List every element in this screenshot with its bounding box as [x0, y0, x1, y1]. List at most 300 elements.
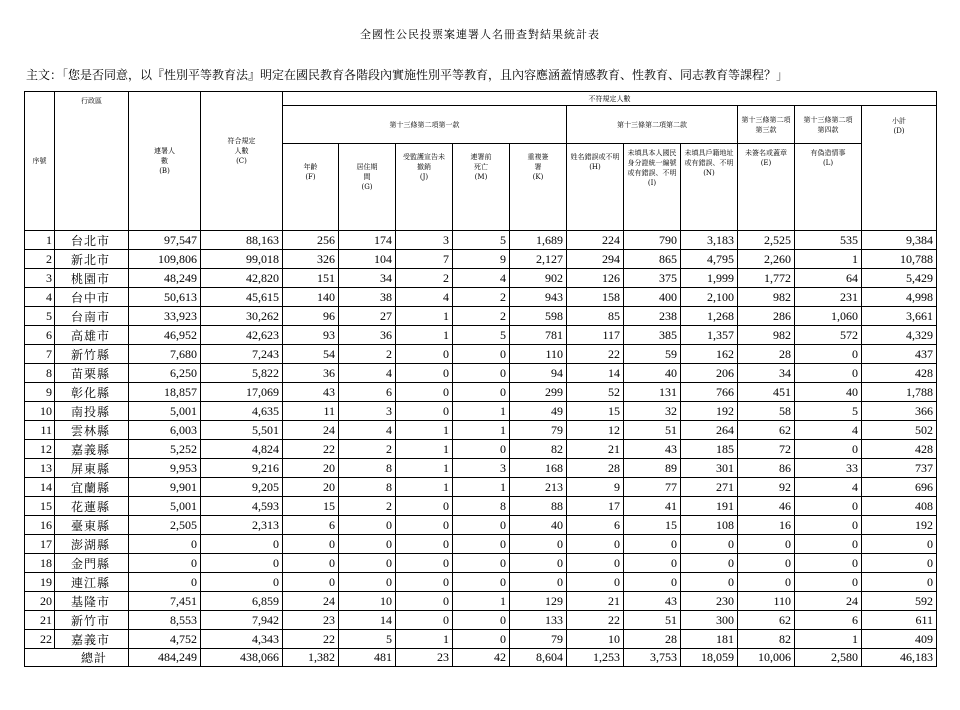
row-forged: 1 — [795, 630, 862, 649]
row-deceased: 0 — [453, 383, 510, 402]
row-name-error: 22 — [567, 345, 624, 364]
header-invalid-group: 不符規定人數 — [283, 92, 937, 106]
header-duplicate-code: (K) — [532, 173, 544, 181]
row-qualified: 4,343 — [201, 630, 283, 649]
row-forged: 535 — [795, 231, 862, 250]
table-row — [25, 440, 937, 459]
row-subtotal: 9,384 — [862, 231, 937, 250]
table-body — [25, 231, 937, 667]
row-subtotal: 366 — [862, 402, 937, 421]
row-id-error: 43 — [624, 440, 681, 459]
table-row — [25, 307, 937, 326]
row-qualified: 4,635 — [201, 402, 283, 421]
row-guardianship: 1 — [396, 440, 453, 459]
row-name-error: 294 — [567, 250, 624, 269]
row-address-error: 162 — [681, 345, 738, 364]
header-qualified — [201, 92, 283, 231]
header-unsigned-label: 未簽名或蓋章 — [745, 149, 787, 157]
row-name-error: 0 — [567, 573, 624, 592]
header-deceased-label: 連署前死亡 — [470, 153, 492, 171]
row-forged: 0 — [795, 554, 862, 573]
row-name-error: 6 — [567, 516, 624, 535]
row-deceased: 3 — [453, 459, 510, 478]
row-qualified: 0 — [201, 535, 283, 554]
row-age: 151 — [283, 269, 339, 288]
row-address-error: 185 — [681, 440, 738, 459]
row-residence: 27 — [339, 307, 396, 326]
row-signed: 33,923 — [129, 307, 201, 326]
row-name-error: 0 — [567, 535, 624, 554]
row-subtotal: 592 — [862, 592, 937, 611]
row-id-error: 43 — [624, 592, 681, 611]
row-address-error: 2,100 — [681, 288, 738, 307]
row-guardianship: 0 — [396, 402, 453, 421]
row-guardianship: 1 — [396, 326, 453, 345]
table-row — [25, 611, 937, 630]
row-age: 11 — [283, 402, 339, 421]
row-district: 臺東縣 — [55, 516, 129, 535]
row-qualified: 2,313 — [201, 516, 283, 535]
header-address-error-code: (N) — [703, 169, 715, 177]
row-address-error: 1,268 — [681, 307, 738, 326]
row-qualified: 30,262 — [201, 307, 283, 326]
row-id-error: 89 — [624, 459, 681, 478]
row-guardianship: 0 — [396, 535, 453, 554]
row-forged: 231 — [795, 288, 862, 307]
row-district: 宜蘭縣 — [55, 478, 129, 497]
row-signed: 0 — [129, 535, 201, 554]
total-row — [25, 649, 937, 667]
row-id-error: 59 — [624, 345, 681, 364]
header-age — [283, 144, 339, 231]
row-qualified: 17,069 — [201, 383, 283, 402]
total-subtotal: 46,183 — [862, 649, 937, 667]
row-name-error: 12 — [567, 421, 624, 440]
row-address-error: 192 — [681, 402, 738, 421]
row-district: 新竹市 — [55, 611, 129, 630]
header-clause-1: 第十三條第二項第一款 — [283, 106, 567, 144]
row-duplicate: 943 — [510, 288, 567, 307]
row-duplicate: 129 — [510, 592, 567, 611]
row-deceased: 0 — [453, 535, 510, 554]
row-age: 96 — [283, 307, 339, 326]
row-id-error: 790 — [624, 231, 681, 250]
row-qualified: 4,593 — [201, 497, 283, 516]
row-deceased: 2 — [453, 307, 510, 326]
total-address-error: 18,059 — [681, 649, 738, 667]
row-duplicate: 0 — [510, 554, 567, 573]
row-guardianship: 0 — [396, 497, 453, 516]
row-deceased: 0 — [453, 345, 510, 364]
header-name-error — [567, 144, 624, 231]
row-unsigned: 0 — [738, 535, 795, 554]
row-qualified: 6,859 — [201, 592, 283, 611]
table-row — [25, 554, 937, 573]
referendum-subject: 主文：「您是否同意，以『性別平等教育法』明定在國民教育各階段內實施性別平等教育，且內容應涵蓋情感教育、性教育、同志教育等課程？」 — [26, 68, 789, 82]
row-guardianship: 1 — [396, 630, 453, 649]
row-signed: 48,249 — [129, 269, 201, 288]
row-residence: 2 — [339, 345, 396, 364]
row-duplicate: 213 — [510, 478, 567, 497]
row-seq: 13 — [25, 459, 55, 478]
row-seq: 2 — [25, 250, 55, 269]
row-name-error: 117 — [567, 326, 624, 345]
row-unsigned: 82 — [738, 630, 795, 649]
row-name-error: 21 — [567, 592, 624, 611]
row-duplicate: 40 — [510, 516, 567, 535]
header-id-error-label: 未填具本人國民身分證統一編號或有錯誤、不明 — [627, 149, 677, 177]
row-unsigned: 62 — [738, 421, 795, 440]
row-signed: 97,547 — [129, 231, 201, 250]
row-residence: 2 — [339, 440, 396, 459]
header-forged — [795, 144, 862, 231]
row-subtotal: 737 — [862, 459, 937, 478]
row-signed: 5,001 — [129, 402, 201, 421]
row-address-error: 271 — [681, 478, 738, 497]
row-deceased: 9 — [453, 250, 510, 269]
row-name-error: 28 — [567, 459, 624, 478]
header-seq: 序號 — [25, 92, 55, 231]
row-deceased: 1 — [453, 592, 510, 611]
header-unsigned — [738, 144, 795, 231]
row-forged: 0 — [795, 345, 862, 364]
row-residence: 0 — [339, 573, 396, 592]
row-qualified: 0 — [201, 554, 283, 573]
row-deceased: 5 — [453, 231, 510, 250]
row-deceased: 0 — [453, 440, 510, 459]
row-unsigned: 0 — [738, 554, 795, 573]
total-signed: 484,249 — [129, 649, 201, 667]
header-clause-3 — [738, 106, 795, 144]
row-forged: 6 — [795, 611, 862, 630]
row-guardianship: 1 — [396, 478, 453, 497]
row-id-error: 131 — [624, 383, 681, 402]
row-name-error: 9 — [567, 478, 624, 497]
row-id-error: 51 — [624, 611, 681, 630]
row-subtotal: 428 — [862, 364, 937, 383]
row-seq: 18 — [25, 554, 55, 573]
header-guardianship — [396, 144, 453, 231]
row-unsigned: 46 — [738, 497, 795, 516]
total-age: 1,382 — [283, 649, 339, 667]
header-subtotal-code: (D) — [893, 127, 905, 135]
row-signed: 7,680 — [129, 345, 201, 364]
row-duplicate: 94 — [510, 364, 567, 383]
row-name-error: 126 — [567, 269, 624, 288]
row-duplicate: 110 — [510, 345, 567, 364]
row-seq: 17 — [25, 535, 55, 554]
row-guardianship: 1 — [396, 421, 453, 440]
header-signed — [129, 92, 201, 231]
row-guardianship: 7 — [396, 250, 453, 269]
row-id-error: 375 — [624, 269, 681, 288]
row-seq: 22 — [25, 630, 55, 649]
row-duplicate: 2,127 — [510, 250, 567, 269]
row-residence: 8 — [339, 459, 396, 478]
row-deceased: 5 — [453, 326, 510, 345]
row-duplicate: 0 — [510, 573, 567, 592]
row-age: 20 — [283, 478, 339, 497]
table-row — [25, 364, 937, 383]
row-seq: 11 — [25, 421, 55, 440]
row-seq: 7 — [25, 345, 55, 364]
row-subtotal: 192 — [862, 516, 937, 535]
row-duplicate: 598 — [510, 307, 567, 326]
row-deceased: 0 — [453, 364, 510, 383]
row-district: 屏東縣 — [55, 459, 129, 478]
row-unsigned: 72 — [738, 440, 795, 459]
row-address-error: 0 — [681, 554, 738, 573]
row-unsigned: 28 — [738, 345, 795, 364]
row-signed: 18,857 — [129, 383, 201, 402]
row-qualified: 7,243 — [201, 345, 283, 364]
row-unsigned: 92 — [738, 478, 795, 497]
header-clause-4-label: 第十三條第二項第四款 — [803, 115, 853, 134]
row-age: 54 — [283, 345, 339, 364]
row-subtotal: 1,788 — [862, 383, 937, 402]
row-guardianship: 1 — [396, 307, 453, 326]
row-guardianship: 0 — [396, 345, 453, 364]
row-deceased: 0 — [453, 516, 510, 535]
row-name-error: 10 — [567, 630, 624, 649]
row-forged: 24 — [795, 592, 862, 611]
row-id-error: 385 — [624, 326, 681, 345]
header-deceased-code: (M) — [474, 173, 488, 181]
row-signed: 0 — [129, 573, 201, 592]
row-subtotal: 502 — [862, 421, 937, 440]
row-forged: 572 — [795, 326, 862, 345]
row-residence: 34 — [339, 269, 396, 288]
row-qualified: 5,822 — [201, 364, 283, 383]
header-residence — [339, 144, 396, 231]
row-address-error: 230 — [681, 592, 738, 611]
row-signed: 6,003 — [129, 421, 201, 440]
table-row — [25, 535, 937, 554]
row-unsigned: 982 — [738, 326, 795, 345]
row-qualified: 4,824 — [201, 440, 283, 459]
row-residence: 4 — [339, 421, 396, 440]
row-subtotal: 408 — [862, 497, 937, 516]
row-signed: 4,752 — [129, 630, 201, 649]
row-unsigned: 86 — [738, 459, 795, 478]
row-guardianship: 0 — [396, 611, 453, 630]
row-subtotal: 437 — [862, 345, 937, 364]
row-subtotal: 10,788 — [862, 250, 937, 269]
row-signed: 8,553 — [129, 611, 201, 630]
row-subtotal: 0 — [862, 535, 937, 554]
row-address-error: 206 — [681, 364, 738, 383]
row-seq: 4 — [25, 288, 55, 307]
total-unsigned: 10,006 — [738, 649, 795, 667]
row-signed: 5,001 — [129, 497, 201, 516]
row-forged: 0 — [795, 535, 862, 554]
header-name-error-code: (H) — [589, 163, 601, 171]
row-name-error: 22 — [567, 611, 624, 630]
row-district: 台南市 — [55, 307, 129, 326]
row-address-error: 766 — [681, 383, 738, 402]
header-residence-code: (G) — [361, 183, 373, 191]
row-address-error: 3,183 — [681, 231, 738, 250]
row-residence: 5 — [339, 630, 396, 649]
row-district: 嘉義市 — [55, 630, 129, 649]
header-clause-2: 第十三條第二項第二款 — [567, 106, 738, 144]
row-unsigned: 2,525 — [738, 231, 795, 250]
row-unsigned: 16 — [738, 516, 795, 535]
header-district: 行政區 — [55, 92, 129, 231]
row-unsigned: 451 — [738, 383, 795, 402]
row-unsigned: 1,772 — [738, 269, 795, 288]
row-seq: 1 — [25, 231, 55, 250]
row-id-error: 51 — [624, 421, 681, 440]
row-name-error: 0 — [567, 554, 624, 573]
row-address-error: 1,999 — [681, 269, 738, 288]
row-address-error: 0 — [681, 573, 738, 592]
table-row — [25, 402, 937, 421]
row-seq: 15 — [25, 497, 55, 516]
row-unsigned: 110 — [738, 592, 795, 611]
row-forged: 0 — [795, 440, 862, 459]
row-qualified: 5,501 — [201, 421, 283, 440]
row-seq: 3 — [25, 269, 55, 288]
row-guardianship: 4 — [396, 288, 453, 307]
row-address-error: 264 — [681, 421, 738, 440]
row-signed: 50,613 — [129, 288, 201, 307]
row-district: 新北市 — [55, 250, 129, 269]
row-duplicate: 133 — [510, 611, 567, 630]
row-name-error: 224 — [567, 231, 624, 250]
header-signed-label: 連署人數 — [154, 147, 175, 165]
row-deceased: 1 — [453, 421, 510, 440]
row-unsigned: 982 — [738, 288, 795, 307]
row-seq: 21 — [25, 611, 55, 630]
total-guardianship: 23 — [396, 649, 453, 667]
row-residence: 0 — [339, 516, 396, 535]
row-qualified: 7,942 — [201, 611, 283, 630]
row-residence: 6 — [339, 383, 396, 402]
row-forged: 0 — [795, 364, 862, 383]
table-row — [25, 383, 937, 402]
row-forged: 4 — [795, 478, 862, 497]
row-subtotal: 428 — [862, 440, 937, 459]
row-deceased: 8 — [453, 497, 510, 516]
row-qualified: 9,205 — [201, 478, 283, 497]
table-row — [25, 516, 937, 535]
row-signed: 46,952 — [129, 326, 201, 345]
row-deceased: 1 — [453, 478, 510, 497]
row-subtotal: 5,429 — [862, 269, 937, 288]
row-age: 0 — [283, 573, 339, 592]
row-district: 嘉義縣 — [55, 440, 129, 459]
row-district: 金門縣 — [55, 554, 129, 573]
row-district: 高雄市 — [55, 326, 129, 345]
row-id-error: 865 — [624, 250, 681, 269]
table-row — [25, 288, 937, 307]
row-qualified: 0 — [201, 573, 283, 592]
row-age: 22 — [283, 440, 339, 459]
header-address-error-label: 未填具戶籍地址或有錯誤、不明 — [684, 149, 734, 167]
row-seq: 16 — [25, 516, 55, 535]
row-unsigned: 58 — [738, 402, 795, 421]
total-qualified: 438,066 — [201, 649, 283, 667]
row-district: 桃園市 — [55, 269, 129, 288]
row-residence: 104 — [339, 250, 396, 269]
row-guardianship: 3 — [396, 231, 453, 250]
row-duplicate: 299 — [510, 383, 567, 402]
header-signed-code: (B) — [159, 167, 170, 175]
row-seq: 19 — [25, 573, 55, 592]
row-residence: 38 — [339, 288, 396, 307]
row-age: 24 — [283, 421, 339, 440]
row-deceased: 0 — [453, 630, 510, 649]
header-forged-label: 有偽造情事 — [810, 149, 846, 157]
header-unsigned-code: (E) — [760, 159, 772, 167]
row-address-error: 1,357 — [681, 326, 738, 345]
row-residence: 3 — [339, 402, 396, 421]
row-residence: 174 — [339, 231, 396, 250]
row-id-error: 400 — [624, 288, 681, 307]
row-name-error: 21 — [567, 440, 624, 459]
row-address-error: 181 — [681, 630, 738, 649]
row-district: 花蓮縣 — [55, 497, 129, 516]
row-signed: 6,250 — [129, 364, 201, 383]
table-row — [25, 345, 937, 364]
header-qualified-code: (C) — [236, 157, 247, 165]
table-row — [25, 573, 937, 592]
row-subtotal: 0 — [862, 573, 937, 592]
row-unsigned: 286 — [738, 307, 795, 326]
row-residence: 0 — [339, 554, 396, 573]
row-address-error: 300 — [681, 611, 738, 630]
row-unsigned: 0 — [738, 573, 795, 592]
row-district: 雲林縣 — [55, 421, 129, 440]
row-district: 南投縣 — [55, 402, 129, 421]
row-qualified: 42,623 — [201, 326, 283, 345]
row-forged: 4 — [795, 421, 862, 440]
row-guardianship: 0 — [396, 383, 453, 402]
row-name-error: 17 — [567, 497, 624, 516]
row-guardianship: 0 — [396, 554, 453, 573]
row-subtotal: 611 — [862, 611, 937, 630]
total-id-error: 3,753 — [624, 649, 681, 667]
row-duplicate: 902 — [510, 269, 567, 288]
header-id-error-code: (I) — [647, 179, 657, 187]
total-label: 總計 — [25, 649, 129, 667]
row-district: 彰化縣 — [55, 383, 129, 402]
row-seq: 8 — [25, 364, 55, 383]
row-forged: 0 — [795, 573, 862, 592]
row-id-error: 28 — [624, 630, 681, 649]
row-seq: 12 — [25, 440, 55, 459]
row-guardianship: 1 — [396, 459, 453, 478]
header-guardianship-code: (J) — [419, 173, 429, 181]
row-qualified: 88,163 — [201, 231, 283, 250]
row-qualified: 42,820 — [201, 269, 283, 288]
table-row — [25, 459, 937, 478]
table-row — [25, 592, 937, 611]
header-guardianship-label: 受監護宣告未撤銷 — [403, 153, 445, 171]
row-address-error: 4,795 — [681, 250, 738, 269]
row-id-error: 0 — [624, 554, 681, 573]
row-age: 43 — [283, 383, 339, 402]
table-row — [25, 231, 937, 250]
header-duplicate-label: 重複簽署 — [527, 153, 549, 171]
row-duplicate: 82 — [510, 440, 567, 459]
header-name-error-label: 姓名錯誤或不明 — [570, 153, 620, 161]
row-guardianship: 2 — [396, 269, 453, 288]
row-district: 澎湖縣 — [55, 535, 129, 554]
row-duplicate: 1,689 — [510, 231, 567, 250]
row-id-error: 32 — [624, 402, 681, 421]
